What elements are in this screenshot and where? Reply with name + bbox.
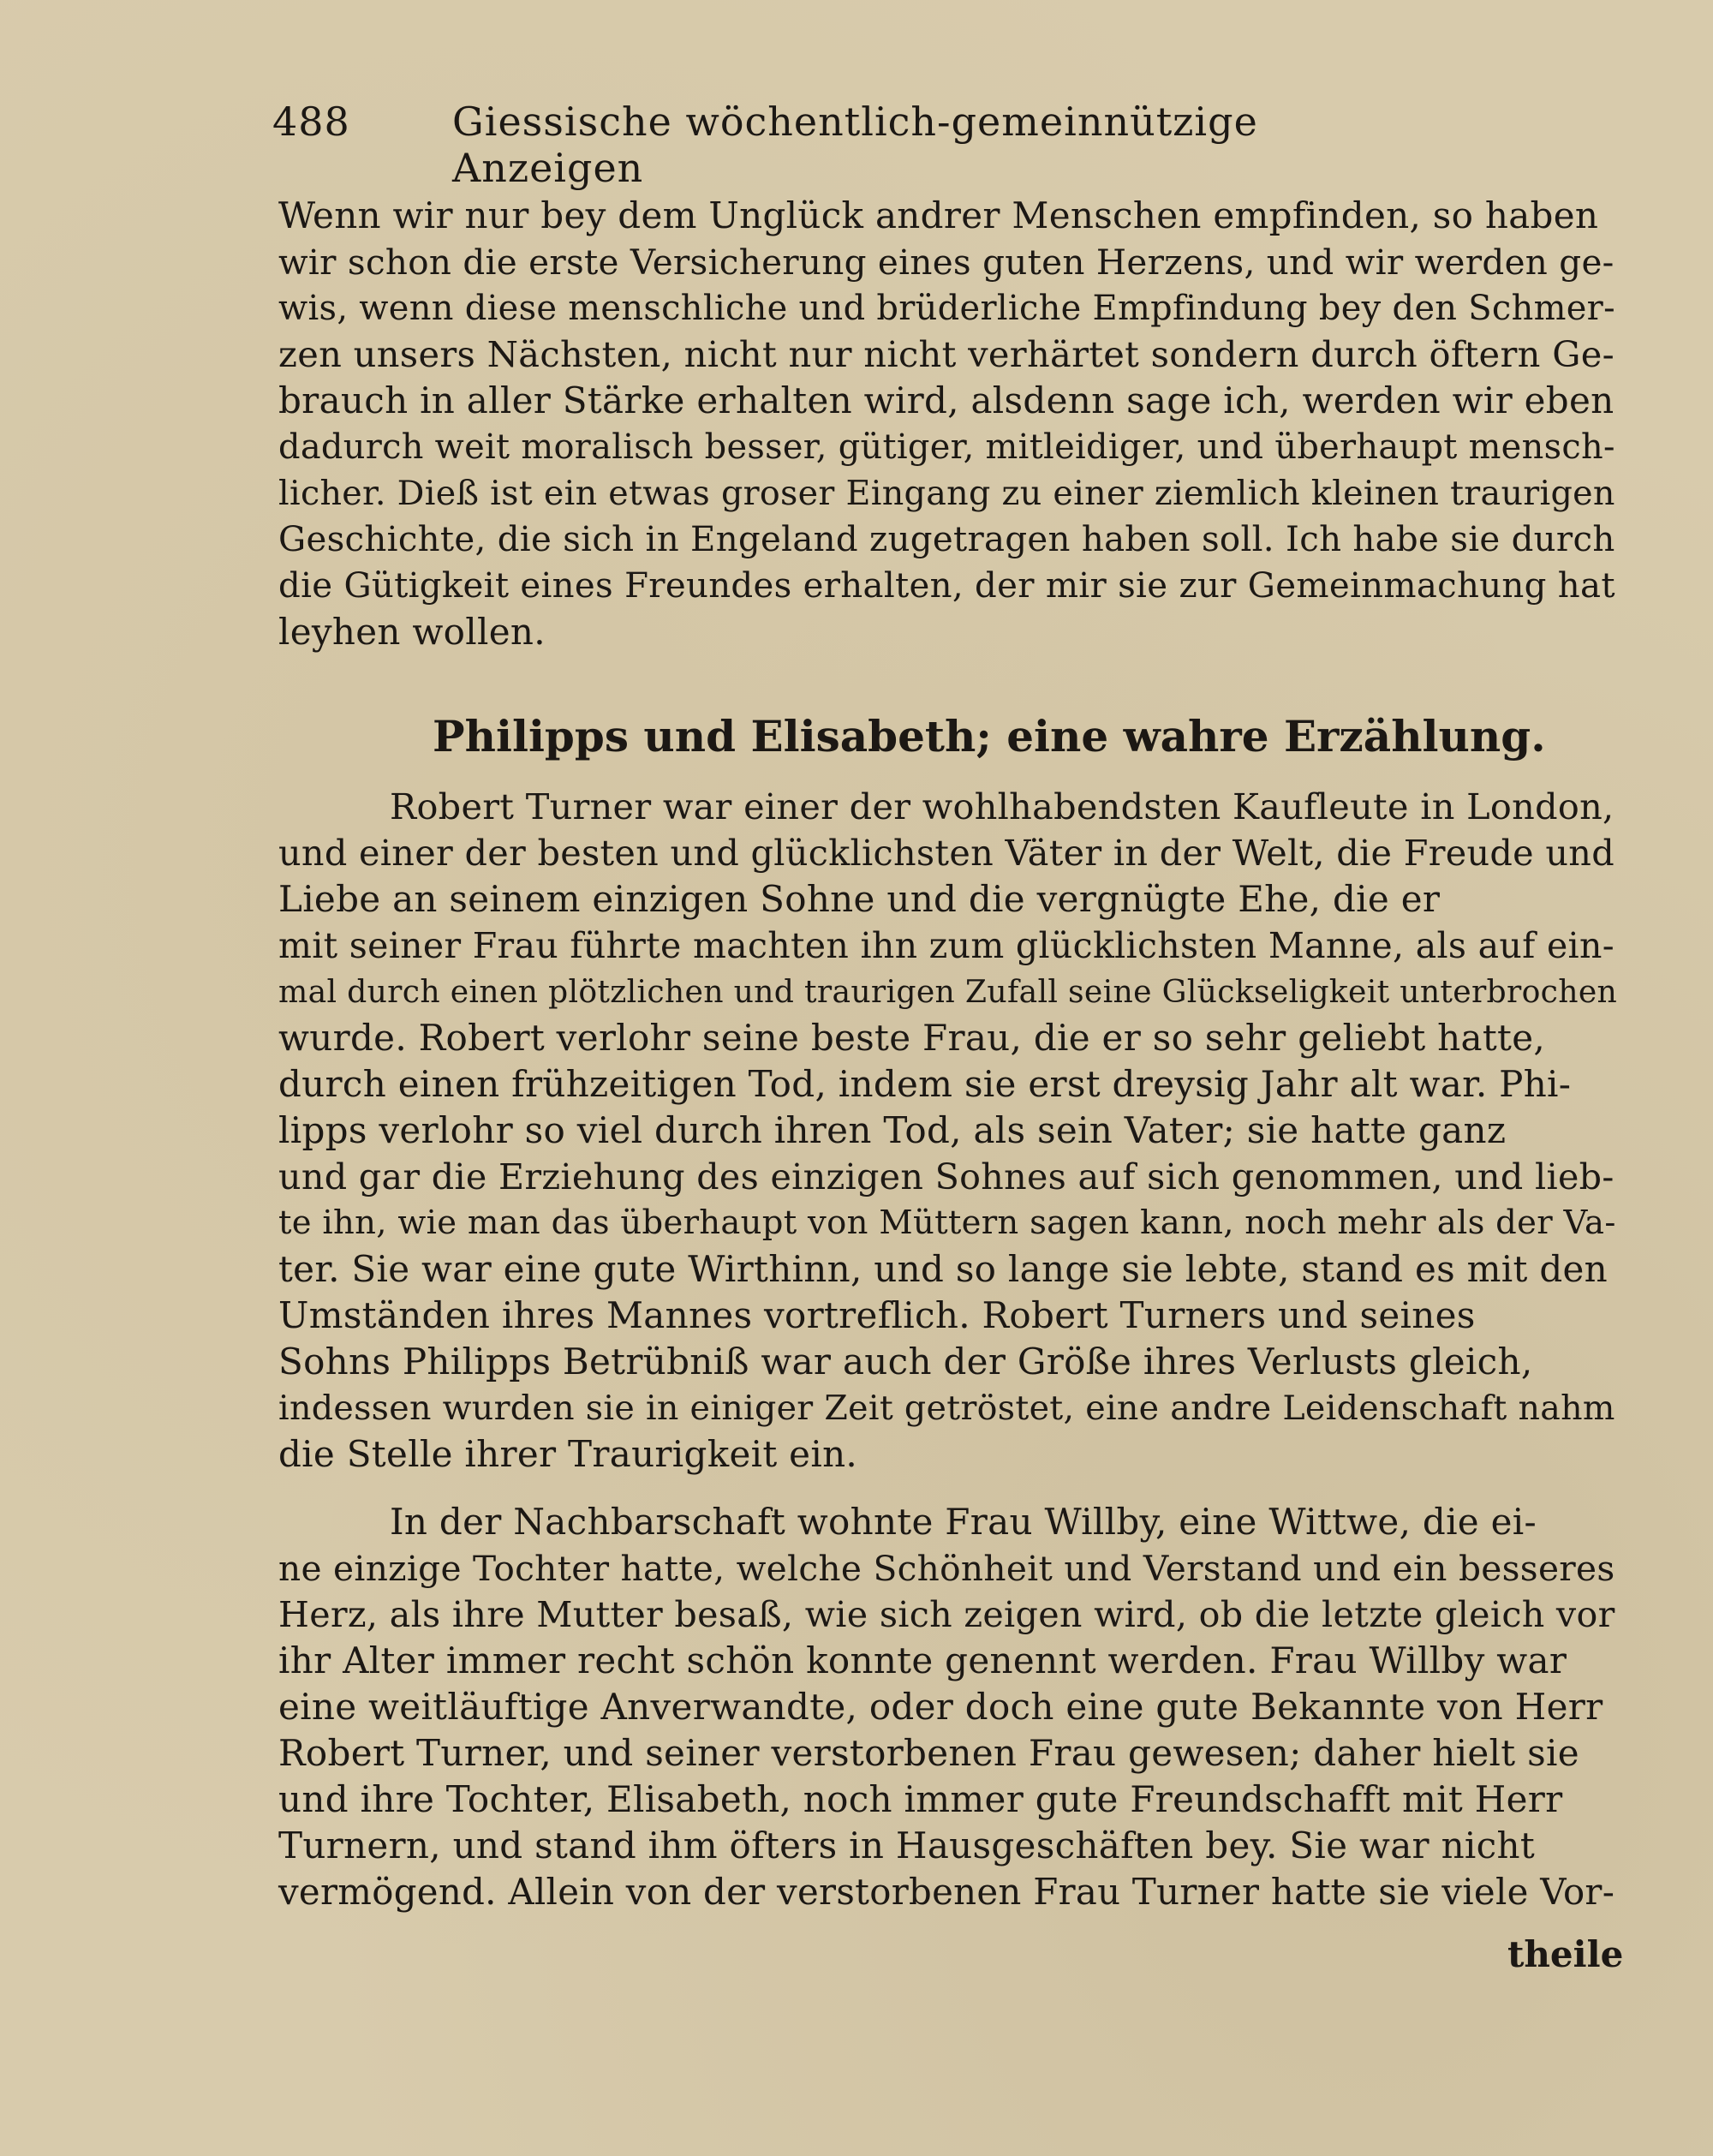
section-title: Philipps und Elisabeth; eine wahre Erzählung. (433, 711, 1546, 761)
text-line: licher. Dieß ist ein etwas groser Eingang zu einer ziemlich kleinen traurigen (278, 474, 1615, 513)
text-line: Wenn wir nur bey dem Unglück andrer Menschen empfinden, so haben (278, 194, 1599, 236)
paragraph-intro (278, 193, 1615, 655)
text-line: te ihn, wie man das überhaupt von Müttern sagen kann, noch mehr als der Va- (278, 1203, 1616, 1242)
text-line: brauch in aller Stärke erhalten wird, alsdenn sage ich, werden wir eben (278, 379, 1615, 421)
text-line: Liebe an seinem einzigen Sohne und die vergnügte Ehe, die er (278, 878, 1441, 920)
text-line: und ihre Tochter, Elisabeth, noch immer gute Freundschafft mit Herr (278, 1778, 1563, 1820)
text-line: lipps verlohr so viel durch ihren Tod, als sein Vater; sie hatte ganz (278, 1109, 1507, 1151)
paragraph-story-1 (278, 784, 1618, 1478)
text-line: die Stelle ihrer Traurigkeit ein. (278, 1433, 858, 1475)
text-line: Herz, als ihre Mutter besaß, wie sich zeigen wird, ob die letzte gleich vor (278, 1594, 1615, 1635)
text-line: eine weitläuftige Anverwandte, oder doch eine gute Bekannte von Herr (278, 1686, 1603, 1728)
text-line: wir schon die erste Versicherung eines guten Herzens, und wir werden ge- (278, 242, 1615, 283)
page-header (272, 99, 1437, 191)
text-line: mit seiner Frau führte machten ihn zum glücklichsten Manne, als auf ein- (278, 925, 1615, 966)
text-line: Sohns Philipps Betrübniß war auch der Größe ihres Verlusts gleich, (278, 1341, 1533, 1383)
text-line: und gar die Erziehung des einzigen Sohnes auf sich genommen, und lieb- (278, 1156, 1615, 1197)
catchword: theile (1507, 1933, 1624, 1975)
text-line: Robert Turner, und seiner verstorbenen Frau gewesen; daher hielt sie (278, 1732, 1579, 1774)
text-line: durch einen frühzeitigen Tod, indem sie erst dreysig Jahr alt war. Phi- (278, 1063, 1572, 1105)
text-line: ihr Alter immer recht schön konnte genennt werden. Frau Willby war (278, 1639, 1567, 1681)
text-line: mal durch einen plötzlichen und traurigen Zufall seine Glückseligkeit unterbrochen (278, 973, 1618, 1010)
text-line: Turnern, und stand ihm öfters in Hausgeschäften bey. Sie war nicht (278, 1825, 1536, 1866)
text-line: leyhen wollen. (278, 611, 546, 653)
text-line: zen unsers Nächsten, nicht nur nicht verhärtet sondern durch öftern Ge- (278, 333, 1615, 375)
text-line: Umständen ihres Mannes vortreflich. Robert Turners und seines (278, 1294, 1476, 1336)
text-line: wis, wenn diese menschliche und brüderliche Empfindung bey den Schmer- (278, 289, 1615, 328)
text-line: ter. Sie war eine gute Wirthinn, und so lange sie lebte, stand es mit den (278, 1248, 1609, 1290)
text-line: ne einzige Tochter hatte, welche Schönheit und Verstand und ein besseres (278, 1548, 1615, 1589)
text-line: die Gütigkeit eines Freundes erhalten, der mir sie zur Gemeinmachung hat (278, 566, 1615, 606)
text-line: wurde. Robert verlohr seine beste Frau, die er so sehr geliebt hatte, (278, 1017, 1546, 1059)
text-line: Geschichte, die sich in Engeland zugetragen haben soll. Ich habe sie durch (278, 520, 1615, 559)
paragraph-story-2 (278, 1499, 1615, 1915)
running-title: Giessische wöchentlich-gemeinnützige Anzeigen (452, 99, 1258, 191)
text-line: und einer der besten und glücklichsten Väter in der Welt, die Freude und (278, 833, 1615, 874)
text-line: indessen wurden sie in einiger Zeit getröstet, eine andre Leidenschaft nahm (278, 1389, 1615, 1428)
text-line: In der Nachbarschaft wohnte Frau Willby, eine Wittwe, die ei- (390, 1501, 1537, 1543)
text-line: Robert Turner war einer der wohlhabendsten Kaufleute in London, (390, 786, 1615, 827)
text-line: vermögend. Allein von der verstorbenen Frau Turner hatte sie viele Vor- (278, 1871, 1615, 1913)
page-number: 488 (272, 99, 350, 145)
text-line: dadurch weit moralisch besser, gütiger, mitleidiger, und überhaupt mensch- (278, 427, 1615, 467)
